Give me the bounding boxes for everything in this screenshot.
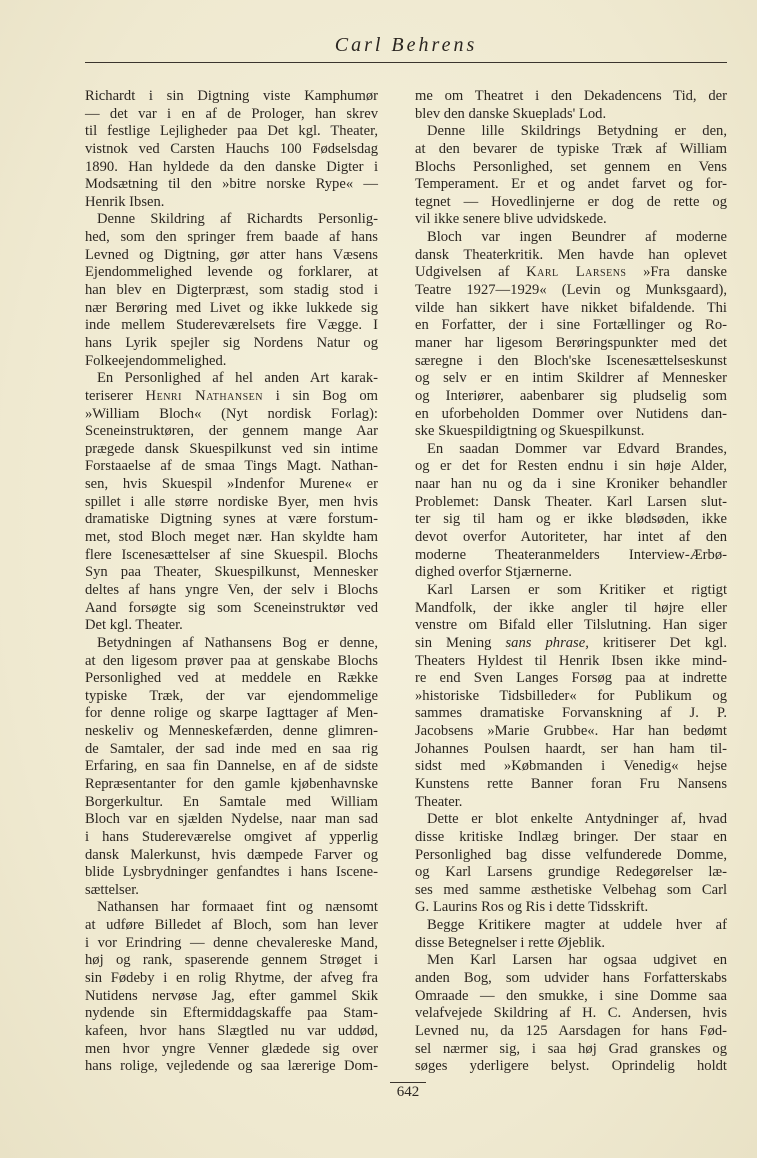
text-line: »William Bloch« (Nyt nordisk Forlag):: [85, 405, 378, 422]
text-line: typiske Træk, der var ejendommelige: [85, 687, 378, 704]
paragraph: [415, 441, 727, 582]
text-line: søges yderligere belyst. Oprindelig holdt: [415, 1058, 727, 1075]
text-line: sin Fødeby i en rolig Rhytme, der afveg fra: [85, 970, 378, 987]
text-line: Omraade — den smukke, i sine Domme saa: [415, 987, 727, 1004]
text-segment: teriserer: [85, 387, 146, 404]
text-line: at udføre Billedet af Bloch, som han lever: [85, 917, 378, 934]
text-line: og Interiører, aabenbarer sig pludselig som: [415, 387, 727, 404]
text-line: Jacobsens »Marie Grubbe«. Har han bedømt: [415, 723, 727, 740]
text-line: anden Bog, som udvider hans Forfatterskabs: [415, 970, 727, 987]
paragraph: [85, 899, 378, 1075]
text-line: En Personlighed af hel anden Art karak-: [97, 370, 378, 387]
text-line: dansk Theaterkritik. Men havde han oplevet: [415, 246, 727, 263]
text-line: »historiske Tidsbilleder« for Publikum og: [415, 687, 727, 704]
paragraph: [415, 811, 727, 917]
text-line: han blev en Digterpræst, som stadig stod i: [85, 282, 378, 299]
text-line: Blochs Personlighed, set gennem en Vens: [415, 158, 727, 175]
text-line: disse kritiske Indlæg bringer. Der staar en: [415, 828, 727, 845]
paragraph: [415, 88, 727, 123]
text-line: Denne Skildring af Richardts Personlig-: [97, 211, 378, 228]
italic-phrase: sans phrase,: [505, 634, 589, 651]
text-line: Levned nu, da 125 Aarsdagen for hans Fød-: [415, 1022, 727, 1039]
header-rule: [85, 62, 727, 63]
text-line: sidst med »Købmanden i Venedig« hejse: [415, 758, 727, 775]
text-line: Repræsentanter for den gamle kjøbenhavnske: [85, 775, 378, 792]
text-line: moderne Theateranmelders Interview-Ærbø-: [415, 546, 727, 563]
text-line: en uforbeholden Dommer over Nutidens dan-: [415, 405, 727, 422]
text-line: sammes dramatiske Forvanskning af J. P.: [415, 705, 727, 722]
paragraph: [415, 917, 727, 952]
text-line: Aand forsøgte sig som Sceneinstruktør ved: [85, 599, 378, 616]
text-line: Syn paa Theater, Skuespilkunst, Mennesker: [85, 564, 378, 581]
text-line: Dette er blot enkelte Antydninger af, hvad: [427, 811, 727, 828]
text-line: En saadan Dommer var Edvard Brandes,: [427, 440, 727, 457]
text-line: sen, hvis Skuespil »Indenfor Murene« er: [85, 476, 378, 493]
text-line: Det kgl. Theater.: [85, 617, 183, 634]
text-line: ter sig til ham og er ikke blødsøden, ikke: [415, 511, 727, 528]
text-line: blev den danske Skueplads' Lod.: [415, 105, 607, 122]
text-segment: kritiserer Det kgl.: [588, 634, 727, 651]
text-line: Henrik Ibsen.: [85, 193, 165, 210]
text-line: Borgerkultur. En Samtale med William: [85, 793, 378, 810]
text-line: Levned og Digtning, gør atter hans Væsens: [85, 246, 378, 263]
paragraph: [415, 229, 727, 441]
paragraph: [415, 952, 727, 1075]
text-line: Kunstens rette Banner foran Fru Nansens: [415, 775, 727, 792]
text-line: og er det for Resten endnu i sin høje Alder,: [415, 458, 727, 475]
text-line: nær Berøring med Livet og ikke lukkede sig: [85, 299, 378, 316]
text-line: G. Laurins Ros og Ris i dette Tidsskrift.: [415, 899, 649, 916]
text-line: de Samtaler, der sad inde med en saa rig: [85, 740, 378, 757]
text-line: men hvor yngre Venner glædede sig over: [85, 1040, 378, 1057]
text-line: dighed overfor Stjærnerne.: [415, 564, 572, 581]
text-line: sættelser.: [85, 881, 139, 898]
text-line: Betydningen af Nathansens Bog er denne,: [97, 634, 378, 651]
text-line: særegne i den Bloch'ske Iscenesættelseskunst: [415, 352, 727, 369]
text-line: inde mellem Studereværelsets fire Vægge. I: [85, 317, 378, 334]
text-line: høj og rank, spaserende gennem Strøget i: [85, 952, 378, 969]
text-line: Nathansen har formaaet fint og nænsomt: [97, 899, 378, 916]
text-line: Nutidens nervøse Jag, efter gammel Skik: [85, 987, 378, 1004]
text-line: Erfaring, en saa fin Dannelse, en af de sidste: [85, 758, 378, 775]
text-line: Personlighed bag disse velfunderede Domme,: [415, 846, 727, 863]
text-line: re end Sven Langes Forsøg paa at indrette: [415, 670, 727, 687]
text-line: at den ligesom prøver paa at genskabe Blochs: [85, 652, 378, 669]
text-line: nydende sin Eftermiddagskaffe paa Stam-: [85, 1005, 378, 1022]
text-line: neskeliv og Menneskefærden, denne glimren-: [85, 723, 378, 740]
author-name: Henri Nathansen: [145, 387, 263, 404]
text-line: for denne rolige og skarpe Iagttager af Men-: [85, 705, 378, 722]
paragraph: [85, 211, 378, 370]
text-line: ske Skuespildigtning og Skuespilkunst.: [415, 423, 645, 440]
text-line: me om Theatret i den Dekadencens Tid, der: [415, 88, 727, 104]
text-line: kafeen, hvor hans Slægtled nu var uddød,: [85, 1022, 378, 1039]
text-line: Theaters Hyldest til Henrik Ibsen ikke mind-: [415, 652, 727, 669]
text-line: — det var i en af de Prologer, han skrev: [85, 105, 378, 122]
text-line: i hans Studereværelse omgivet af ypperlig: [85, 828, 378, 845]
text-line: [415, 264, 727, 282]
text-line: ses med samme æsthetiske Velbehag som Carl: [415, 881, 727, 898]
text-line: vil ikke senere blive udvidskede.: [415, 211, 607, 228]
text-line: Problemet: Dansk Theater. Karl Larsen slut-: [415, 493, 727, 510]
left-column: [85, 88, 378, 1076]
paragraph: [415, 582, 727, 811]
text-line: Men Karl Larsen har ogsaa udgivet en: [427, 952, 727, 969]
right-column: [415, 88, 727, 1076]
text-segment: sin Mening: [415, 634, 506, 651]
text-line: Personlighed ved at meddele en Række: [85, 670, 378, 687]
text-line: Ejendommelighed levende og forklarer, at: [85, 264, 378, 281]
text-line: spillet i alle større nordiske Byer, men hvis: [85, 493, 378, 510]
text-line: Mandfolk, der ikke angler til højre eller: [415, 599, 727, 616]
text-line: Johannes Poulsen haardt, ser han ham til-: [415, 740, 727, 757]
text-line: Temperament. Er et og andet farvet og for-: [415, 176, 727, 193]
text-line: Forstaaelse af de smaa Tings Magt. Nathan-: [85, 458, 378, 475]
text-line: i vor Erindring — denne chevalereske Mand,: [85, 934, 378, 951]
text-line: maner har ligesom Berøringspunkter med det: [415, 334, 727, 351]
paragraph: [85, 635, 378, 900]
author-name: Karl Larsens: [526, 264, 627, 281]
text-line: 1890. Han hyldede da den danske Digter i: [85, 158, 378, 175]
text-line: til festlige Lejligheder paa Det kgl. Theater,: [85, 123, 378, 140]
text-line: Richardt i sin Digtning viste Kamphumør: [85, 88, 378, 104]
text-line: prægede dansk Skuespilkunst ved sin intime: [85, 440, 378, 457]
text-line: disse Betegnelser i rette Øjeblik.: [415, 934, 606, 951]
text-line: deltes af hans yngre Ven, der selv i Blochs: [85, 581, 378, 598]
text-line: devot overfor Autoriteter, har intet af den: [415, 529, 727, 546]
text-line: venstre om Bifald eller Tilslutning. Han siger: [415, 617, 727, 634]
text-line: at den bevarer de typiske Træk af William: [415, 140, 727, 157]
text-line: met, stod Bloch meget nær. Han skyldte ham: [85, 529, 378, 546]
text-line: og Karl Larsens grundige Redegørelser læ-: [415, 864, 727, 881]
text-line: hans rolige, vejledende og saa lærerige Dom-: [85, 1058, 378, 1075]
text-line: en Forfatter, der i sine Fortællinger og Ro-: [415, 317, 727, 334]
text-line: dansk Malerkunst, hvis dæmpede Farver og: [85, 846, 378, 863]
text-line: Bloch var ingen Beundrer af moderne: [427, 229, 727, 246]
text-line: Begge Kritikere magter at uddele hver af: [427, 917, 727, 934]
text-segment: Udgivelsen af: [415, 264, 527, 281]
text-line: Karl Larsen er som Kritiker et rigtigt: [427, 581, 727, 598]
text-line: hed, som den springer frem baade af hans: [85, 229, 378, 246]
text-line: dramatiske Digtning synes at være forstum-: [85, 511, 378, 528]
text-line: og selv er en intim Skildrer af Mennesker: [415, 370, 727, 387]
text-line: blide Lysbrydninger genfandtes i hans Iscene-: [85, 864, 378, 881]
text-line: Bloch var en sjælden Nydelse, naar man sad: [85, 811, 378, 828]
page-number: 642: [390, 1082, 426, 1101]
text-segment: i sin Bog om: [262, 387, 379, 404]
text-line: naar han nu og da i sine Kroniker behandler: [415, 476, 727, 493]
text-line: flere Iscenesættelser af sine Skuespil. Blochs: [85, 546, 378, 563]
paragraph: [85, 370, 378, 635]
text-line: Modsætning til den »bitre norske Rype« —: [85, 176, 378, 193]
text-line: vilde han sikkert have nikket bifaldende. Thi: [415, 299, 727, 316]
text-line: Folkeejendommelighed.: [85, 352, 227, 369]
text-segment: »Fra danske: [626, 264, 728, 281]
text-line: Sceneinstruktøren, der gennem mange Aar: [85, 423, 378, 440]
text-line: Denne lille Skildrings Betydning er den,: [427, 123, 727, 140]
text-line: Teatre 1927—1929« (Levin og Munksgaard),: [415, 282, 727, 299]
text-line: [415, 635, 727, 653]
text-line: vistnok ved Carsten Hauchs 100 Fødselsdag: [85, 140, 378, 157]
text-line: tegnet — Hovedlinjerne er dog de rette og: [415, 193, 727, 210]
text-line: sel nærmer sig, i saa høj Grad granskes og: [415, 1040, 727, 1057]
text-line: [85, 388, 378, 406]
paragraph: [85, 88, 378, 211]
text-line: hans Lyrik spejler sig Nordens Natur og: [85, 334, 378, 351]
text-line: velafvejede Skildring af H. C. Andersen, hvis: [415, 1005, 727, 1022]
paragraph: [415, 123, 727, 229]
running-head: Carl Behrens: [334, 34, 478, 56]
text-line: Theater.: [415, 793, 463, 810]
